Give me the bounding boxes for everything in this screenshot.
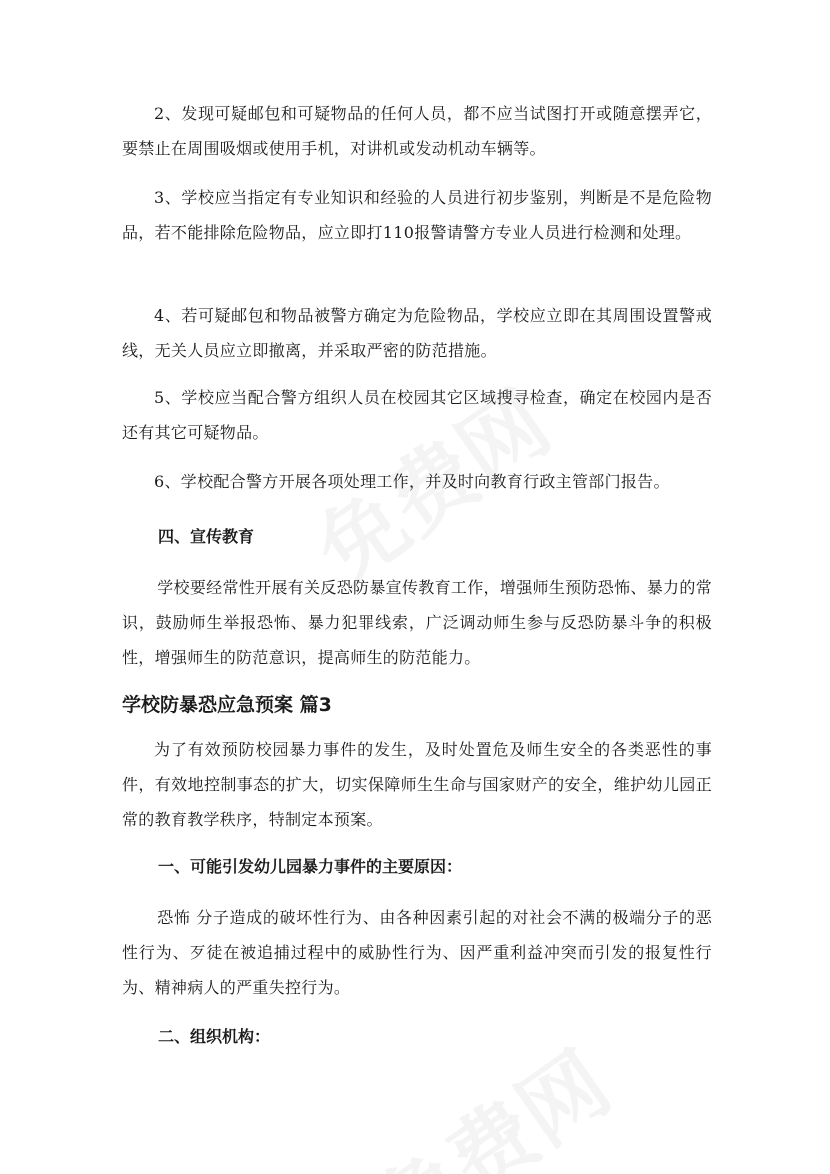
section-title-causes: 一、可能引发幼儿园暴力事件的主要原因： <box>158 857 463 876</box>
section-title-organization: 二、组织机构： <box>158 1027 271 1046</box>
paragraph-item-6: 6、学校配合警方开展各项处理工作，并及时向教育行政主管部门报告。 <box>154 472 670 491</box>
paragraph-item-4: 4、若可疑邮包和物品被警方确定为危险物品，学校应立即在其周围设置警戒线，无关人员应立即撤离，并采取严密的防范措施。 <box>122 306 712 360</box>
section-title-publicity: 四、宣传教育 <box>158 527 255 546</box>
paragraph-intro: 为了有效预防校园暴力事件的发生，及时处置危及师生安全的各类恶性的事件，有效地控制事态的扩大，切实保障师生生命与国家财产的安全，维护幼儿园正常的教育教学秩序，特制定本预案。 <box>122 740 712 829</box>
article-heading: 学校防暴恐应急预案 篇3 <box>122 694 332 716</box>
paragraph-item-5: 5、学校应当配合警方组织人员在校园其它区域搜寻检查，确定在校园内是否还有其它可疑物品。 <box>122 388 712 442</box>
paragraph-item-3: 3、学校应当指定有专业知识和经验的人员进行初步鉴别，判断是不是危险物品，若不能排除危险物品，应立即打110报警请警方专业人员进行检测和处理。 <box>122 188 712 242</box>
watermark-bottom <box>348 1017 630 1174</box>
paragraph-causes: 恐怖 分子造成的破坏性行为、由各种因素引起的对社会不满的极端分子的恶性行为、歹徒在被追捕过程中的威胁性行为、因严重利益冲突而引发的报复性行为、精神病人的严重失控行为。 <box>122 908 712 997</box>
paragraph-item-2: 2、发现可疑邮包和可疑物品的任何人员，都不应当试图打开或随意摆弄它，要禁止在周围吸烟或使用手机，对讲机或发动机动车辆等。 <box>122 104 712 158</box>
paragraph-publicity: 学校要经常性开展有关反恐防暴宣传教育工作，增强师生预防恐怖、暴力的常识，鼓励师生举报恐怖、暴力犯罪线索，广泛调动师生参与反恐防暴斗争的积极性，增强师生的防范意识，提高师生的防范能力。 <box>122 578 712 667</box>
